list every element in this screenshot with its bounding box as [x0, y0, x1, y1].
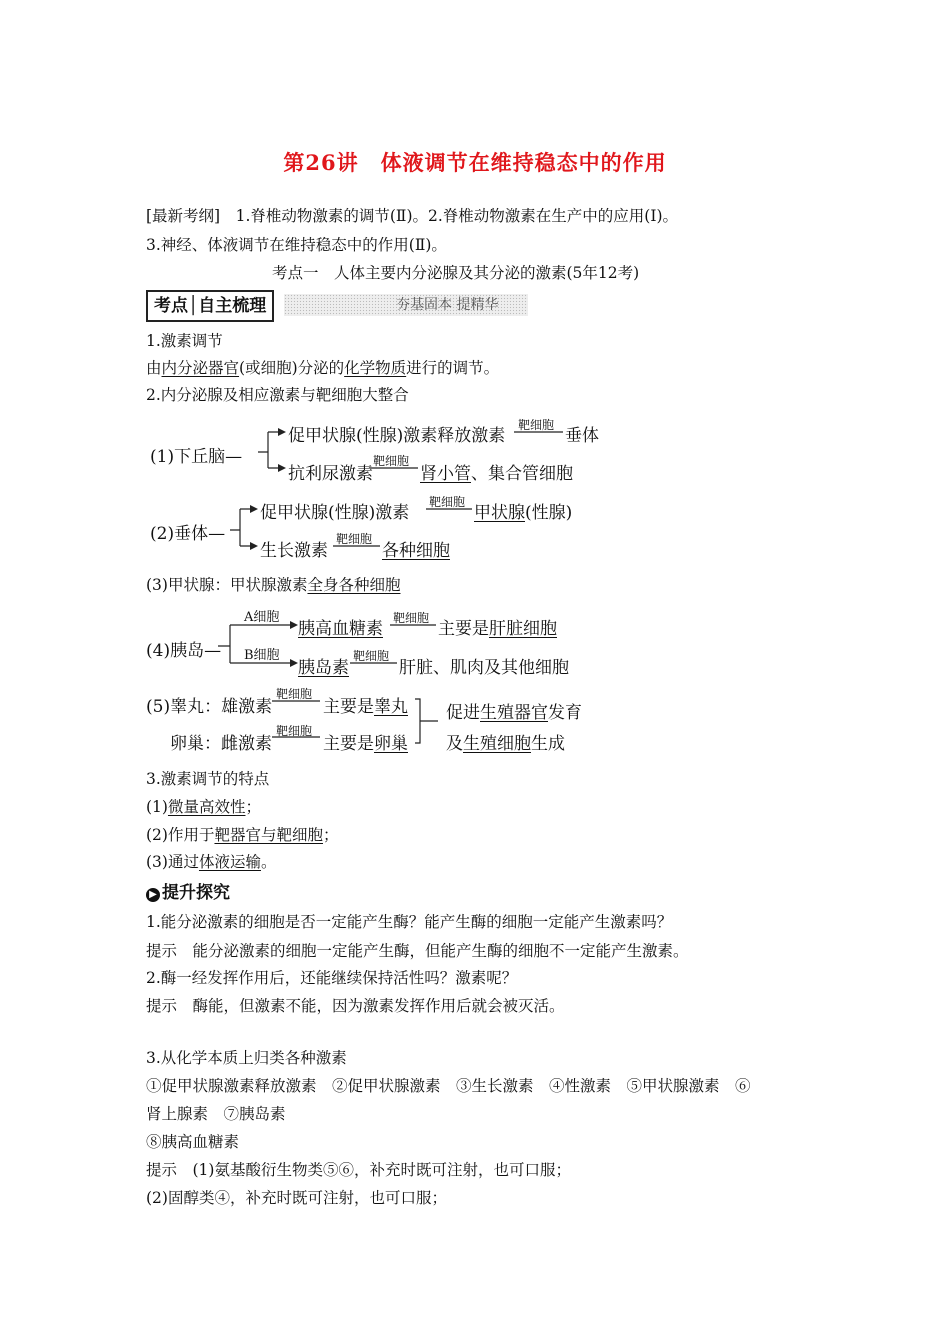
d1-hormone-1: 促甲状腺(性腺)激素释放激素	[288, 426, 506, 446]
d4-hormone-2: 胰岛素	[298, 658, 349, 678]
d2-hormone-2: 生长激素	[260, 541, 328, 561]
d3-thyroid: (3)甲状腺：甲状腺激素全身各种细胞	[146, 576, 401, 594]
s2-heading: 2.内分泌腺及相应激素与靶细胞大整合	[146, 386, 409, 404]
s3-item-3: (3)通过体液运输。	[146, 853, 277, 871]
answer-3-line-1: 提示 (1)氨基酸衍生物类⑤⑥，补充时既可注射，也可口服；	[146, 1161, 571, 1179]
answer-3-line-2: (2)固醇类④，补充时既可注射，也可口服；	[146, 1189, 447, 1207]
d2-target-1: 甲状腺(性腺)	[474, 503, 573, 523]
s1-paragraph: 由内分泌器官(或细胞)分泌的化学物质进行的调节。	[146, 359, 500, 377]
alpha-cell-label: A细胞	[244, 610, 280, 625]
d4-target-2: 肝脏、肌肉及其他细胞	[399, 658, 569, 678]
islet-label: (4)胰岛—	[146, 641, 222, 661]
s1-heading: 1.激素调节	[146, 332, 223, 350]
d2-arrow-label-1: 靶细胞	[429, 495, 466, 509]
hypothalamus-label: (1)下丘脑—	[150, 447, 243, 467]
question-2: 2.酶一经发挥作用后，还能继续保持活性吗？激素呢？	[146, 969, 518, 987]
point-heading: 考点一 人体主要内分泌腺及其分泌的激素(5年12考)	[272, 264, 640, 282]
d4-target-1: 主要是肝脏细胞	[438, 619, 557, 639]
page-title: 第26讲 体液调节在维持稳态中的作用	[283, 150, 667, 175]
d2-arrow-label-2: 靶细胞	[336, 532, 373, 546]
d5-target-2: 主要是卵巢	[323, 734, 408, 754]
question-1: 1.能分泌激素的细胞是否一定能产生酶？能产生酶的细胞一定能产生激素吗？	[146, 913, 673, 931]
d2-target-2: 各种细胞	[382, 541, 450, 561]
syllabus-line-2: 3.神经、体液调节在维持稳态中的作用(Ⅱ)。	[146, 236, 447, 254]
play-circle-icon: ▶	[146, 888, 160, 902]
s3-item-1: (1)微量高效性；	[146, 798, 261, 816]
d5-effect-1: 促进生殖器官发育	[446, 703, 582, 723]
d1-target-1: 垂体	[565, 426, 599, 446]
d5-arrow-label-2: 靶细胞	[276, 724, 313, 738]
d5-target-1: 主要是睾丸	[323, 697, 408, 717]
d1-arrow-label-2: 靶细胞	[373, 454, 410, 468]
question-3-list-2: 肾上腺素 ⑦胰岛素	[146, 1105, 286, 1123]
syllabus-line-1: [最新考纲] 1.脊椎动物激素的调节(Ⅱ)。2.脊椎动物激素在生产中的应用(Ⅰ)。	[146, 207, 679, 225]
answer-1: 提示 能分泌激素的细胞一定能产生酶，但能产生酶的细胞不一定能产生激素。	[146, 942, 689, 960]
question-3: 3.从化学本质上归类各种激素	[146, 1049, 347, 1067]
d5-arrow-label-1: 靶细胞	[276, 687, 313, 701]
d4-arrow-label-1: 靶细胞	[393, 611, 430, 625]
d4-arrow-label-2: 靶细胞	[353, 649, 390, 663]
s3-item-2: (2)作用于靶器官与靶细胞；	[146, 826, 339, 844]
d1-arrow-label-1: 靶细胞	[518, 418, 555, 432]
pituitary-label: (2)垂体—	[150, 524, 226, 544]
d1-hormone-2: 抗利尿激素	[288, 464, 373, 484]
d4-hormone-1: 胰高血糖素	[298, 619, 383, 639]
s3-heading: 3.激素调节的特点	[146, 770, 270, 788]
banner-box: 考点│自主梳理	[146, 290, 274, 322]
banner-subtitle: 夯基固本 提精华	[396, 297, 499, 313]
d1-target-2: 肾小管、集合管细胞	[420, 464, 573, 484]
probe-heading: ▶ 提升探究	[146, 878, 230, 903]
question-3-list-1: ①促甲状腺激素释放激素 ②促甲状腺激素 ③生长激素 ④性激素 ⑤甲状腺激素 ⑥	[146, 1077, 751, 1095]
answer-2: 提示 酶能，但激素不能，因为激素发挥作用后就会被灭活。	[146, 997, 565, 1015]
question-3-list-3: ⑧胰高血糖素	[146, 1133, 240, 1151]
d2-hormone-1: 促甲状腺(性腺)激素	[260, 503, 410, 523]
d5-effect-2: 及生殖细胞生成	[446, 734, 565, 754]
d5-ovary-hormone: 卵巢：雌激素	[170, 734, 272, 754]
d5-testis-hormone: (5)睾丸：雄激素	[146, 697, 273, 717]
beta-cell-label: B细胞	[244, 648, 280, 663]
